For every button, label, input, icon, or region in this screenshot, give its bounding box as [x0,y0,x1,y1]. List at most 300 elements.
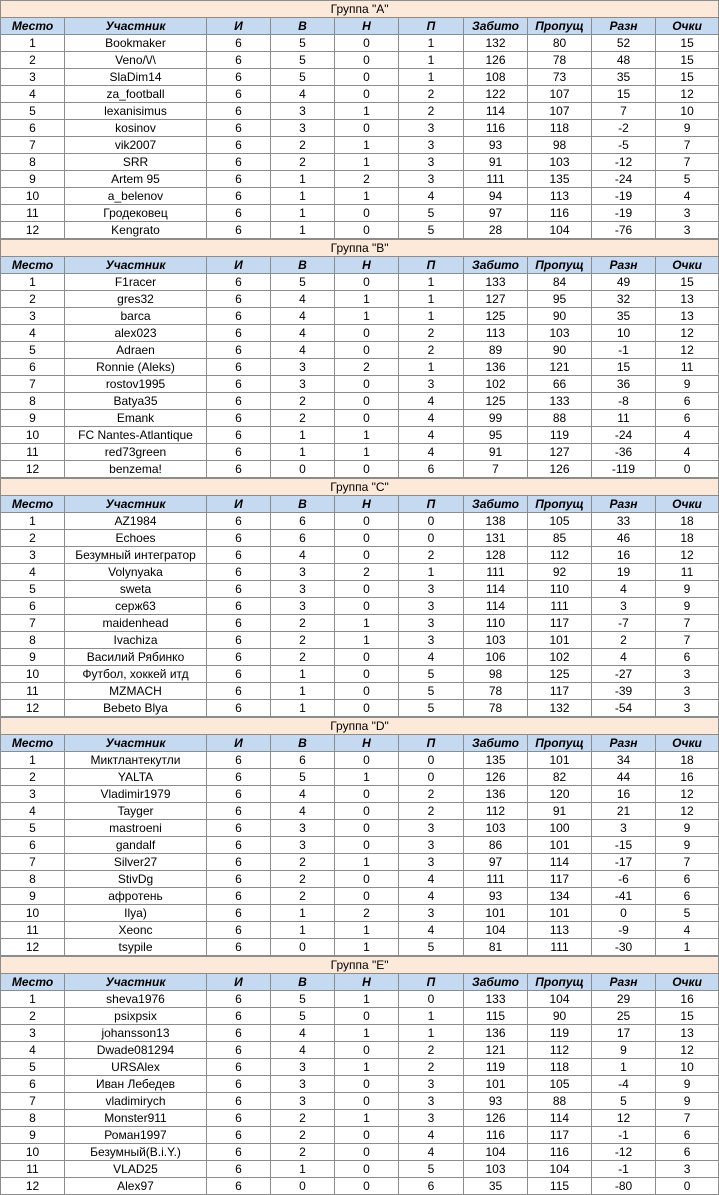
losses-cell: 4 [399,888,464,905]
conceded-cell: 119 [528,427,592,444]
participant-cell: Volynyaka [65,564,207,581]
draws-cell: 2 [335,171,399,188]
table-row [1,837,719,854]
difference-cell: 10 [592,325,656,342]
losses-cell: 1 [399,52,464,69]
scored-cell: 78 [464,683,528,700]
points-cell: 9 [656,598,719,615]
table-row [1,171,719,188]
points-cell: 11 [656,564,719,581]
table-row [1,308,719,325]
table-row [1,35,719,52]
losses-cell: 3 [399,905,464,922]
conceded-cell: 101 [528,837,592,854]
place-cell: 9 [1,410,65,427]
participant-cell: Artem 95 [65,171,207,188]
games-cell: 6 [207,905,271,922]
points-cell: 13 [656,308,719,325]
place-cell: 2 [1,52,65,69]
points-cell: 13 [656,1025,719,1042]
scored-cell: 136 [464,359,528,376]
conceded-cell: 90 [528,342,592,359]
table-row [1,1093,719,1110]
wins-cell: 2 [271,1144,335,1161]
table-row [1,615,719,632]
column-header-place: Место [1,257,65,274]
conceded-cell: 104 [528,1161,592,1178]
scored-cell: 128 [464,547,528,564]
difference-cell: -27 [592,666,656,683]
wins-cell: 1 [271,700,335,717]
losses-cell: 4 [399,393,464,410]
difference-cell: -19 [592,188,656,205]
group-table [0,717,719,956]
wins-cell: 4 [271,547,335,564]
participant-cell: Футбол, хоккей итд [65,666,207,683]
place-cell: 10 [1,666,65,683]
draws-cell: 0 [335,666,399,683]
column-header-draws: Н [335,257,399,274]
difference-cell: -7 [592,615,656,632]
points-cell: 18 [656,530,719,547]
participant-cell: sweta [65,581,207,598]
draws-cell: 1 [335,308,399,325]
column-header-place: Место [1,496,65,513]
draws-cell: 0 [335,461,399,478]
difference-cell: 3 [592,598,656,615]
table-row [1,820,719,837]
losses-cell: 2 [399,803,464,820]
conceded-cell: 107 [528,86,592,103]
place-cell: 1 [1,35,65,52]
table-row [1,683,719,700]
draws-cell: 1 [335,291,399,308]
difference-cell: -76 [592,222,656,239]
place-cell: 10 [1,188,65,205]
losses-cell: 3 [399,581,464,598]
losses-cell: 4 [399,1144,464,1161]
points-cell: 4 [656,188,719,205]
draws-cell: 1 [335,922,399,939]
conceded-cell: 115 [528,1178,592,1195]
difference-cell: 49 [592,274,656,291]
column-header-conceded: Пропущ [528,735,592,752]
place-cell: 11 [1,683,65,700]
losses-cell: 4 [399,444,464,461]
conceded-cell: 134 [528,888,592,905]
scored-cell: 133 [464,991,528,1008]
conceded-cell: 107 [528,103,592,120]
difference-cell: 4 [592,581,656,598]
conceded-cell: 114 [528,1110,592,1127]
losses-cell: 4 [399,1127,464,1144]
wins-cell: 2 [271,854,335,871]
participant-cell: Batya35 [65,393,207,410]
place-cell: 1 [1,991,65,1008]
group-title: Группа "А" [1,1,719,18]
difference-cell: -80 [592,1178,656,1195]
losses-cell: 3 [399,820,464,837]
difference-cell: 34 [592,752,656,769]
points-cell: 12 [656,803,719,820]
wins-cell: 2 [271,632,335,649]
column-header-points: Очки [656,496,719,513]
games-cell: 6 [207,154,271,171]
points-cell: 13 [656,291,719,308]
difference-cell: 4 [592,649,656,666]
points-cell: 7 [656,854,719,871]
losses-cell: 3 [399,598,464,615]
difference-cell: -5 [592,137,656,154]
draws-cell: 0 [335,598,399,615]
conceded-cell: 113 [528,188,592,205]
conceded-cell: 101 [528,632,592,649]
column-header-losses: П [399,496,464,513]
scored-cell: 133 [464,274,528,291]
column-header-difference: Разн [592,496,656,513]
place-cell: 7 [1,376,65,393]
losses-cell: 1 [399,564,464,581]
scored-cell: 119 [464,1059,528,1076]
column-header-participant: Участник [65,974,207,991]
table-row [1,120,719,137]
participant-cell: Emank [65,410,207,427]
difference-cell: -8 [592,393,656,410]
table-row [1,854,719,871]
difference-cell: 33 [592,513,656,530]
draws-cell: 0 [335,1093,399,1110]
scored-cell: 115 [464,1008,528,1025]
table-row [1,922,719,939]
column-header-wins: В [271,735,335,752]
place-cell: 8 [1,393,65,410]
wins-cell: 2 [271,154,335,171]
points-cell: 7 [656,615,719,632]
losses-cell: 0 [399,513,464,530]
points-cell: 5 [656,905,719,922]
losses-cell: 5 [399,205,464,222]
scored-cell: 132 [464,35,528,52]
difference-cell: -119 [592,461,656,478]
wins-cell: 4 [271,803,335,820]
table-row [1,1127,719,1144]
scored-cell: 114 [464,598,528,615]
difference-cell: -2 [592,120,656,137]
participant-cell: za_football [65,86,207,103]
difference-cell: 5 [592,1093,656,1110]
column-header-scored: Забито [464,496,528,513]
conceded-cell: 133 [528,393,592,410]
points-cell: 3 [656,1161,719,1178]
draws-cell: 0 [335,325,399,342]
conceded-cell: 88 [528,410,592,427]
group-table [0,956,719,1195]
wins-cell: 3 [271,120,335,137]
draws-cell: 0 [335,752,399,769]
draws-cell: 1 [335,769,399,786]
column-header-games: И [207,735,271,752]
participant-cell: F1racer [65,274,207,291]
draws-cell: 0 [335,120,399,137]
draws-cell: 0 [335,871,399,888]
scored-cell: 97 [464,854,528,871]
column-header-conceded: Пропущ [528,18,592,35]
place-cell: 5 [1,1059,65,1076]
table-row [1,1178,719,1195]
difference-cell: 21 [592,803,656,820]
difference-cell: 19 [592,564,656,581]
games-cell: 6 [207,513,271,530]
draws-cell: 1 [335,427,399,444]
games-cell: 6 [207,581,271,598]
place-cell: 2 [1,769,65,786]
difference-cell: -17 [592,854,656,871]
draws-cell: 1 [335,1025,399,1042]
draws-cell: 0 [335,530,399,547]
losses-cell: 5 [399,222,464,239]
column-header-draws: Н [335,496,399,513]
place-cell: 12 [1,461,65,478]
column-header-losses: П [399,257,464,274]
place-cell: 4 [1,86,65,103]
table-row [1,700,719,717]
difference-cell: 3 [592,820,656,837]
participant-cell: sheva1976 [65,991,207,1008]
column-header-participant: Участник [65,18,207,35]
games-cell: 6 [207,991,271,1008]
losses-cell: 1 [399,359,464,376]
games-cell: 6 [207,444,271,461]
scored-cell: 103 [464,632,528,649]
table-row [1,376,719,393]
draws-cell: 0 [335,581,399,598]
games-cell: 6 [207,137,271,154]
place-cell: 12 [1,222,65,239]
place-cell: 4 [1,1042,65,1059]
wins-cell: 1 [271,1161,335,1178]
participant-cell: Alex97 [65,1178,207,1195]
games-cell: 6 [207,666,271,683]
participant-cell: johansson13 [65,1025,207,1042]
games-cell: 6 [207,1144,271,1161]
scored-cell: 81 [464,939,528,956]
table-row [1,69,719,86]
table-row [1,222,719,239]
table-row [1,581,719,598]
table-row [1,1042,719,1059]
losses-cell: 4 [399,922,464,939]
conceded-cell: 125 [528,666,592,683]
games-cell: 6 [207,410,271,427]
draws-cell: 0 [335,547,399,564]
conceded-cell: 85 [528,530,592,547]
losses-cell: 4 [399,188,464,205]
participant-cell: benzema! [65,461,207,478]
wins-cell: 2 [271,649,335,666]
draws-cell: 0 [335,820,399,837]
table-row [1,598,719,615]
draws-cell: 0 [335,513,399,530]
place-cell: 3 [1,1025,65,1042]
scored-cell: 7 [464,461,528,478]
scored-cell: 104 [464,922,528,939]
points-cell: 12 [656,1042,719,1059]
games-cell: 6 [207,769,271,786]
group-title: Группа "В" [1,240,719,257]
column-header-difference: Разн [592,735,656,752]
points-cell: 18 [656,752,719,769]
wins-cell: 2 [271,137,335,154]
place-cell: 2 [1,1008,65,1025]
header-row [1,496,719,513]
points-cell: 12 [656,547,719,564]
table-row [1,649,719,666]
draws-cell: 0 [335,86,399,103]
group-title: Группа "D" [1,718,719,735]
games-cell: 6 [207,120,271,137]
wins-cell: 1 [271,444,335,461]
difference-cell: -24 [592,427,656,444]
scored-cell: 126 [464,769,528,786]
draws-cell: 2 [335,905,399,922]
wins-cell: 1 [271,922,335,939]
scored-cell: 136 [464,786,528,803]
scored-cell: 93 [464,137,528,154]
place-cell: 4 [1,325,65,342]
difference-cell: 15 [592,86,656,103]
participant-cell: mastroeni [65,820,207,837]
scored-cell: 111 [464,564,528,581]
scored-cell: 103 [464,1161,528,1178]
scored-cell: 91 [464,444,528,461]
place-cell: 6 [1,1076,65,1093]
participant-cell: Bookmaker [65,35,207,52]
place-cell: 8 [1,154,65,171]
difference-cell: -30 [592,939,656,956]
table-row [1,564,719,581]
table-row [1,410,719,427]
points-cell: 15 [656,35,719,52]
table-row [1,154,719,171]
scored-cell: 103 [464,820,528,837]
conceded-cell: 73 [528,69,592,86]
conceded-cell: 104 [528,222,592,239]
column-header-points: Очки [656,257,719,274]
difference-cell: 16 [592,786,656,803]
conceded-cell: 118 [528,120,592,137]
wins-cell: 1 [271,427,335,444]
participant-cell: Kengrato [65,222,207,239]
participant-cell: AZ1984 [65,513,207,530]
draws-cell: 0 [335,376,399,393]
draws-cell: 1 [335,444,399,461]
draws-cell: 0 [335,1076,399,1093]
conceded-cell: 91 [528,803,592,820]
scored-cell: 102 [464,376,528,393]
scored-cell: 126 [464,52,528,69]
wins-cell: 1 [271,171,335,188]
points-cell: 11 [656,359,719,376]
participant-cell: SRR [65,154,207,171]
games-cell: 6 [207,376,271,393]
scored-cell: 111 [464,871,528,888]
wins-cell: 3 [271,1076,335,1093]
column-header-games: И [207,18,271,35]
participant-cell: YALTA [65,769,207,786]
participant-cell: Xeonc [65,922,207,939]
scored-cell: 28 [464,222,528,239]
difference-cell: -12 [592,154,656,171]
participant-cell: VLAD25 [65,1161,207,1178]
wins-cell: 6 [271,513,335,530]
participant-cell: Tayger [65,803,207,820]
wins-cell: 6 [271,752,335,769]
losses-cell: 6 [399,1178,464,1195]
participant-cell: Adraen [65,342,207,359]
place-cell: 9 [1,171,65,188]
losses-cell: 2 [399,547,464,564]
losses-cell: 3 [399,171,464,188]
games-cell: 6 [207,86,271,103]
conceded-cell: 90 [528,1008,592,1025]
losses-cell: 5 [399,700,464,717]
participant-cell: Ilya) [65,905,207,922]
place-cell: 3 [1,69,65,86]
column-header-place: Место [1,735,65,752]
draws-cell: 2 [335,359,399,376]
scored-cell: 93 [464,1093,528,1110]
draws-cell: 0 [335,274,399,291]
difference-cell: 35 [592,308,656,325]
losses-cell: 3 [399,137,464,154]
table-row [1,461,719,478]
draws-cell: 0 [335,1127,399,1144]
points-cell: 6 [656,649,719,666]
losses-cell: 4 [399,649,464,666]
scored-cell: 112 [464,803,528,820]
conceded-cell: 112 [528,547,592,564]
draws-cell: 1 [335,615,399,632]
draws-cell: 1 [335,188,399,205]
draws-cell: 1 [335,632,399,649]
points-cell: 9 [656,581,719,598]
difference-cell: 46 [592,530,656,547]
participant-cell: barca [65,308,207,325]
place-cell: 10 [1,427,65,444]
difference-cell: 0 [592,905,656,922]
column-header-draws: Н [335,974,399,991]
wins-cell: 4 [271,86,335,103]
conceded-cell: 111 [528,598,592,615]
column-header-conceded: Пропущ [528,974,592,991]
wins-cell: 0 [271,1178,335,1195]
games-cell: 6 [207,1025,271,1042]
scored-cell: 95 [464,427,528,444]
games-cell: 6 [207,171,271,188]
place-cell: 12 [1,939,65,956]
place-cell: 11 [1,922,65,939]
place-cell: 4 [1,803,65,820]
table-row [1,991,719,1008]
participant-cell: URSAlex [65,1059,207,1076]
table-row [1,752,719,769]
draws-cell: 0 [335,35,399,52]
games-cell: 6 [207,854,271,871]
games-cell: 6 [207,1093,271,1110]
difference-cell: -41 [592,888,656,905]
losses-cell: 1 [399,1008,464,1025]
difference-cell: -6 [592,871,656,888]
